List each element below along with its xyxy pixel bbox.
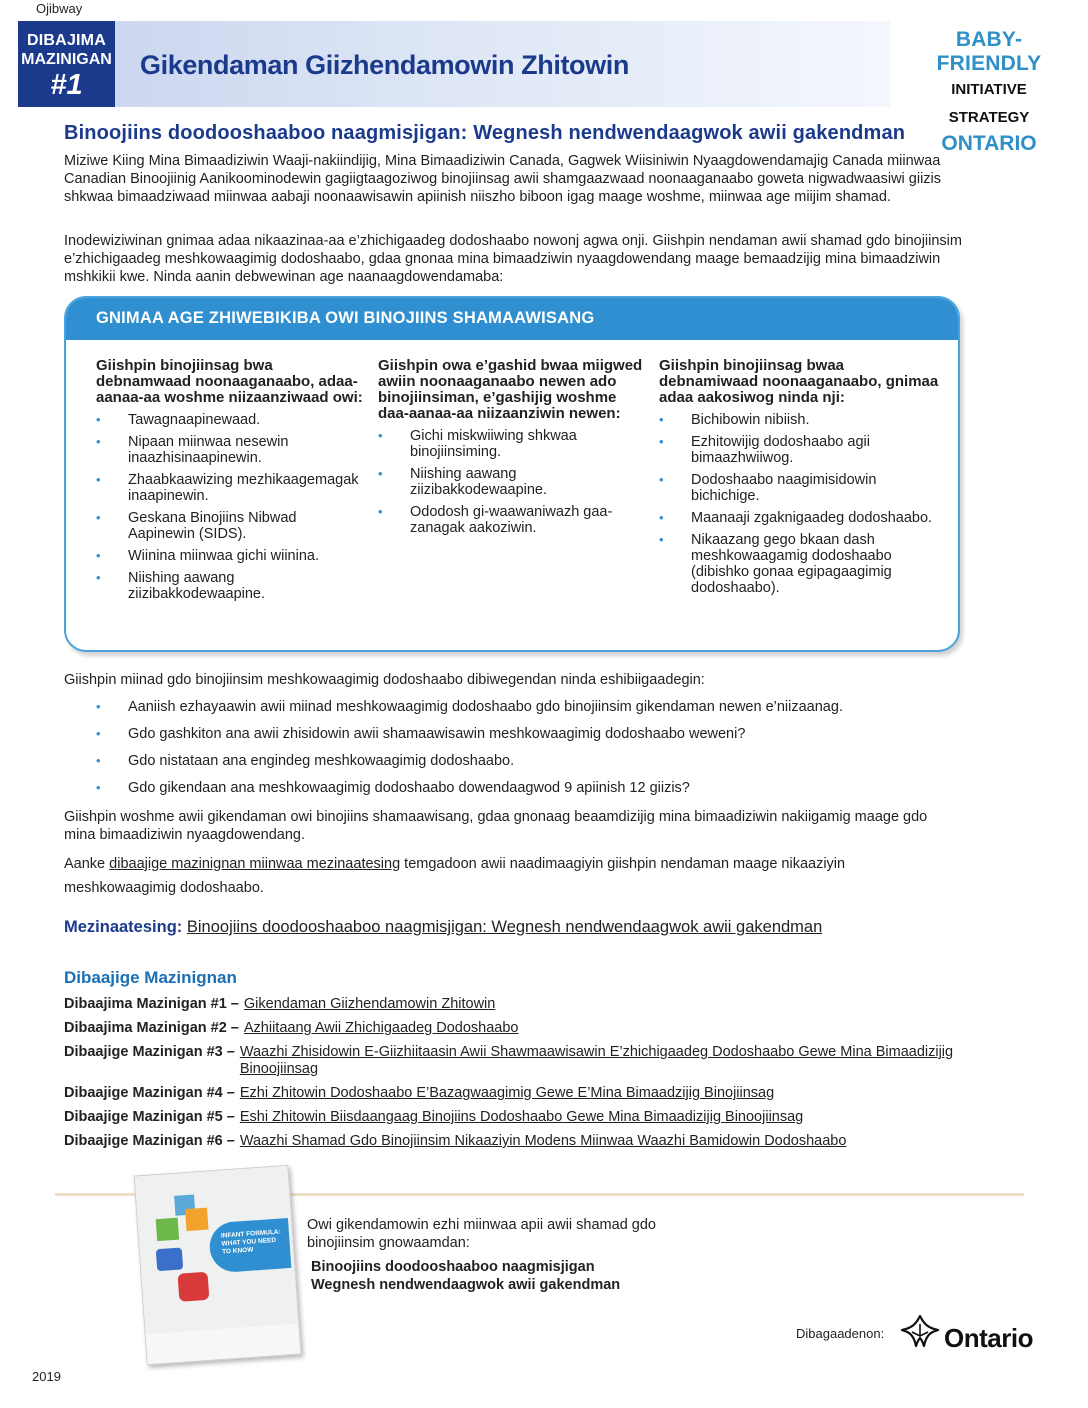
factsheets-list	[64, 996, 964, 1157]
resource-link[interactable]: Binoojiins doodooshaaboo naagmisjigan: Wegnesh nendwendaagwok awii gakendman	[186, 918, 823, 936]
bfi-line2: INITIATIVE STRATEGY	[948, 81, 1030, 126]
green-block-icon	[156, 1218, 179, 1241]
list-item: • Gdo gashkiton ana awii zhisidowin awii shamaawisawin meshkowaagimig dodoshaabo weweni?	[96, 725, 843, 743]
booklet-intro: Owi gikendamowin ezhi miinwaa apii awii shamad gdo binojiinsim gnowaamdan:	[307, 1217, 656, 1251]
factsheet-link[interactable]: Waazhi Shamad Gdo Binojiinsim Nikaaziyin Modens Miinwaa Waazhi Bamidowin Dodoshaabo	[239, 1133, 847, 1149]
callout-column-1	[96, 358, 366, 608]
factsheet-link[interactable]: Waazhi Zhisidowin E-Giizhiitaasin Awii Shawmaawisawin E’zhichigaadeg Dodoshaabo Gewe Mina Bimaadizijig Binoojiinsag	[239, 1044, 954, 1077]
factsheet-link[interactable]: Eshi Zhitowin Biisdaangaag Binojiins Dodoshaabo Gewe Mina Bimaadizijig Binoojiinsag	[239, 1109, 804, 1125]
questions-list	[96, 698, 843, 806]
badge-number: #1	[50, 69, 83, 101]
considerations-paragraph: Inodewiziwinan gnimaa adaa nikaazinaa-aa e’zhichigaadeg dodoshaabo nowonj agwa onji. Giishpin nendaman awii shamad gdo binojiinsim e’zhichigaadeg meshkowaagimig dodoshaabo, gdaa gnonaa mina bimaadziwin nyaagdowendang maage bemaadzijig mina bimaadziwin mshkikii kwe. Ninda aanin debwewinan age naanaagdowendamaba:	[64, 233, 962, 285]
ontario-logo	[898, 1312, 1033, 1352]
factsheet-link[interactable]: Azhiitaang Awii Zhichigaadeg Dodoshaabo	[243, 1020, 519, 1036]
intro-paragraph: Miziwe Kiing Mina Bimaadiziwin Waaji-nakiindijig, Mina Bimaadiziwin Canada, Gagwek Wiisiniwin Nyaagdowendamajig Canada miinwaa Canadian Binoojiinig Aanikoominodewin gagiigtaagoziwog binojiinsag awii shamgaazwaad noonaaganaabo goweta nigwadwaasiwi giizis shkwaa bimaadziwaad miinwaa aabaji noonaawisawin apiinish niiszho biboon igag maage woshme, miinwaa age miijim shamad.	[64, 153, 942, 205]
trillium-icon	[898, 1312, 942, 1352]
funded-by-label: Dibagaadenon:	[796, 1326, 885, 1341]
factsheets-resources-link[interactable]: dibaajige mazinignan miinwaa mezinaatesing	[109, 856, 401, 872]
factsheets-heading: Dibaajige Mazinignan	[64, 968, 237, 987]
bfi-line1: BABY-FRIENDLY	[936, 28, 1042, 75]
resources-paragraph	[64, 852, 944, 900]
booklet-title-line1: Binoojiins doodooshaaboo naagmisjigan	[311, 1259, 595, 1275]
list-item: • Gichi miskwiiwing shkwaa binojiinsiming.	[378, 428, 648, 460]
callout-heading: GNIMAA AGE ZHIWEBIKIBA OWI BINOJIINS SHAMAAWISANG	[66, 298, 958, 340]
list-item: • Gdo gikendaan ana meshkowaagimig dodoshaabo dowendaagwod 9 apiinish 12 giizis?	[96, 779, 843, 797]
list-item: • Bichibowin nibiish.	[659, 412, 939, 428]
factsheet-item	[64, 1109, 964, 1126]
factsheet-label: Dibaajige Mazinigan #5 –	[64, 1109, 235, 1125]
resource-line	[64, 918, 822, 937]
bfi-logo	[922, 28, 1056, 156]
factsheet-item	[64, 996, 964, 1013]
list-item: • Nikaazang gego bkaan dash meshkowaagamig dodoshaabo (dibishko gonaa egipagaagimig dodoshaabo).	[659, 532, 939, 596]
list-item: • Nipaan miinwaa nesewin inaazhisinaapinewin.	[96, 434, 366, 466]
list-item: • Tawagnaapinewaad.	[96, 412, 366, 428]
list-item: • Zhaabkaawizing mezhikaagemagak inaapinewin.	[96, 472, 366, 504]
list-item: • Ezhitowijig dodoshaabo agii bimaazhwiiwog.	[659, 434, 939, 466]
ontario-wordmark: Ontario	[944, 1323, 1033, 1353]
publication-year: 2019	[32, 1369, 61, 1384]
orange-block-icon	[185, 1208, 208, 1231]
booklet-title-line2: Wegnesh nendwendaagwok awii gakendman	[311, 1277, 621, 1293]
factsheet-item	[64, 1085, 964, 1102]
factsheet-link[interactable]: Ezhi Zhitowin Dodoshaabo E’Bazagwaagimig Gewe E’Mina Bimaadzijig Binojiinsag	[239, 1085, 775, 1101]
factsheet-label: Dibaajima Mazinigan #1 –	[64, 996, 239, 1012]
factsheet-item	[64, 1020, 964, 1037]
list-item: • Gdo nistataan ana engindeg meshkowaagimig dodoshaabo.	[96, 752, 843, 770]
red-star-block-icon	[178, 1272, 210, 1302]
booklet-cover-image	[134, 1165, 302, 1365]
blue-cross-block-icon	[156, 1247, 183, 1271]
factsheet-link[interactable]: Gikendaman Giizhendamowin Zhitowin	[243, 996, 496, 1012]
callout-column-2	[378, 358, 648, 542]
factsheet-label: Dibaajige Mazinigan #3 –	[64, 1044, 235, 1060]
paragraph-text: Aanke	[64, 856, 110, 872]
booklet-title	[311, 1258, 620, 1294]
list-item: • Wiinina miinwaa gichi wiinina.	[96, 548, 366, 564]
main-heading: Binoojiins doodooshaaboo naagmisjigan: Wegnesh nendwendaagwok awii gakendman	[64, 122, 906, 144]
page-title: Gikendaman Giizhendamowin Zhitowin	[140, 50, 629, 80]
contact-paragraph: Giishpin woshme awii gikendaman owi binojiins shamaawisang, gdaa gnonaag beaamdizijig mina bimaadiziwin nakiigamig maage gdo mina bimaadiziwin nyaagdowendang.	[64, 809, 928, 843]
factsheet-item	[64, 1044, 964, 1078]
resource-label: Mezinaatesing:	[64, 918, 183, 936]
list-item: • Ododosh gi-waawaniwazh gaa-zanagak aakoziwin.	[378, 504, 648, 536]
factsheet-label: Dibaajige Mazinigan #4 –	[64, 1085, 235, 1101]
paragraph-text: temgadoon awii naadimaagiyin giishpin nendaman maage nikaaziyin meshkowaagimig dodoshaabo.	[64, 856, 846, 896]
factsheet-item	[64, 1133, 964, 1150]
list-item: • Maanaaji zgaknigaadeg dodoshaabo.	[659, 510, 939, 526]
column-heading: Giishpin binojiinsag bwaa debnamiwaad noonaaganaabo, gnimaa adaa aakosiwog ninda nji:	[659, 357, 939, 406]
risks-callout-box	[64, 296, 960, 652]
callout-column-3	[659, 358, 939, 602]
factsheet-label: Dibaajima Mazinigan #2 –	[64, 1020, 239, 1036]
list-item: • Dodoshaabo naagimisidowin bichichige.	[659, 472, 939, 504]
column-heading: Giishpin owa e’gashid bwaa miigwed awiin noonaaganaabo newen ado binojiinsiman, e’gashijig woshme daa-aanaa-aa niizaanziwin newen:	[378, 357, 643, 422]
badge-line2: MAZINIGAN	[21, 51, 112, 68]
list-item: • Niishing aawang ziizibakkodewaapine.	[96, 570, 366, 602]
questions-intro: Giishpin miinad gdo binojiinsim meshkowaagimig dodoshaabo dibiwegendan ninda eshibiigaadegin:	[64, 672, 705, 688]
factsheet-badge	[18, 21, 115, 107]
list-item: • Niishing aawang ziizibakkodewaapine.	[378, 466, 648, 498]
badge-line1: DIBAJIMA	[27, 32, 106, 49]
factsheet-label: Dibaajige Mazinigan #6 –	[64, 1133, 235, 1149]
list-item: • Geskana Binojiins Nibwad Aapinewin (SIDS).	[96, 510, 366, 542]
booklet-cover-title: INFANT FORMULA: WHAT YOU NEED TO KNOW	[208, 1218, 291, 1273]
language-label: Ojibway	[36, 1, 83, 16]
column-heading: Giishpin binojiinsag bwa debnamwaad noonaaganaabo, adaa-aanaa-aa woshme niizaanziwaad owi:	[96, 357, 363, 406]
list-item: • Aaniish ezhayaawin awii miinad meshkowaagimig dodoshaabo gdo binojiinsim gikendaman newen e’niizaanag.	[96, 698, 843, 716]
bfi-line3: ONTARIO	[941, 132, 1037, 155]
